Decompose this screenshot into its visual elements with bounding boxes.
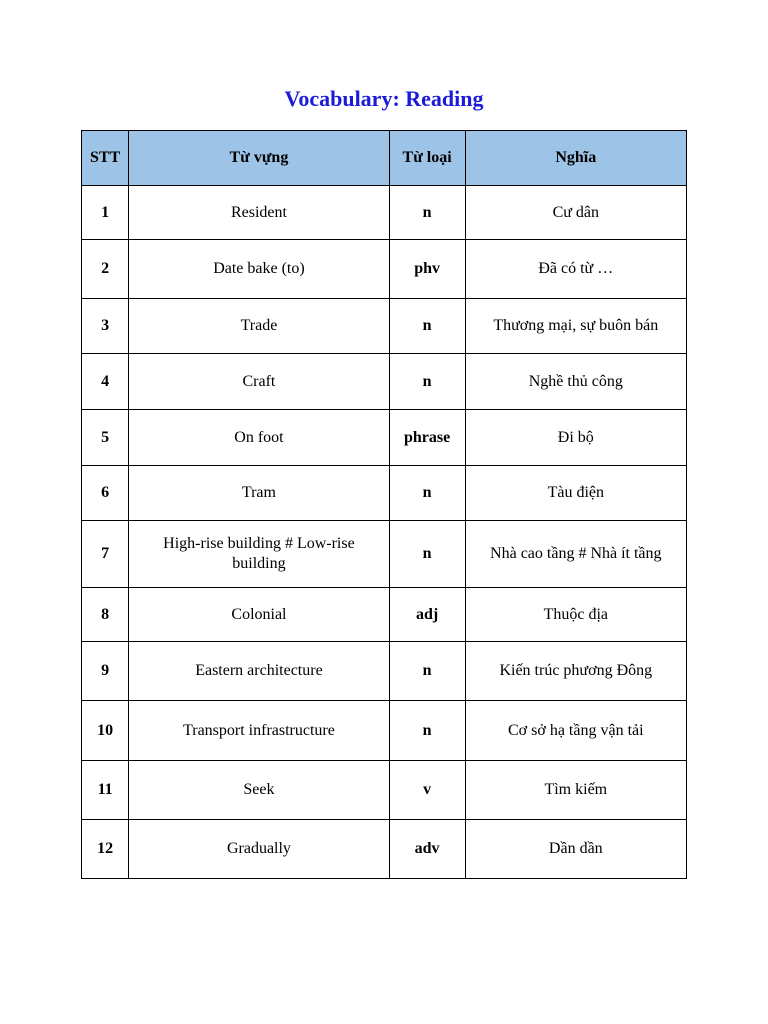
- header-meaning: Nghĩa: [465, 131, 686, 186]
- row-word: Gradually: [129, 820, 389, 879]
- row-stt: 1: [82, 186, 129, 240]
- row-stt: 6: [82, 466, 129, 521]
- table-row: [82, 820, 687, 879]
- row-meaning: Dần dần: [465, 820, 686, 879]
- row-word: Resident: [129, 186, 389, 240]
- row-word: High-rise building # Low-rise building: [129, 521, 389, 588]
- row-meaning: Tàu điện: [465, 466, 686, 521]
- row-type: n: [389, 466, 465, 521]
- row-stt: 11: [82, 761, 129, 820]
- row-type: adv: [389, 820, 465, 879]
- row-type: n: [389, 354, 465, 410]
- row-word: Date bake (to): [129, 240, 389, 299]
- row-stt: 7: [82, 521, 129, 588]
- table-row: [82, 588, 687, 642]
- row-word: On foot: [129, 410, 389, 466]
- row-meaning: Nhà cao tầng # Nhà ít tầng: [465, 521, 686, 588]
- row-type: phrase: [389, 410, 465, 466]
- row-word: Trade: [129, 299, 389, 354]
- table-row: [82, 186, 687, 240]
- row-type: n: [389, 642, 465, 701]
- row-word: Craft: [129, 354, 389, 410]
- row-type: phv: [389, 240, 465, 299]
- row-stt: 2: [82, 240, 129, 299]
- row-type: v: [389, 761, 465, 820]
- table-row: [82, 240, 687, 299]
- page-title: Vocabulary: Reading: [284, 86, 484, 111]
- vocabulary-table: [81, 130, 687, 879]
- row-stt: 10: [82, 701, 129, 761]
- row-meaning: Đi bộ: [465, 410, 686, 466]
- table-row: [82, 354, 687, 410]
- row-word: Tram: [129, 466, 389, 521]
- row-word: Seek: [129, 761, 389, 820]
- row-word: Transport infrastructure: [129, 701, 389, 761]
- header-type: Từ loại: [389, 131, 465, 186]
- row-stt: 12: [82, 820, 129, 879]
- row-stt: 4: [82, 354, 129, 410]
- row-meaning: Đã có từ …: [465, 240, 686, 299]
- row-stt: 9: [82, 642, 129, 701]
- row-meaning: Kiến trúc phương Đông: [465, 642, 686, 701]
- row-type: n: [389, 521, 465, 588]
- table-row: [82, 299, 687, 354]
- row-meaning: Thuộc địa: [465, 588, 686, 642]
- table-row: [82, 466, 687, 521]
- row-word: Eastern architecture: [129, 642, 389, 701]
- row-meaning: Cơ sở hạ tầng vận tải: [465, 701, 686, 761]
- row-stt: 5: [82, 410, 129, 466]
- row-meaning: Cư dân: [465, 186, 686, 240]
- table-row: [82, 521, 687, 588]
- table-row: [82, 642, 687, 701]
- row-type: n: [389, 299, 465, 354]
- table-row: [82, 701, 687, 761]
- row-stt: 3: [82, 299, 129, 354]
- row-type: n: [389, 701, 465, 761]
- row-meaning: Tìm kiếm: [465, 761, 686, 820]
- row-meaning: Thương mại, sự buôn bán: [465, 299, 686, 354]
- row-type: adj: [389, 588, 465, 642]
- row-stt: 8: [82, 588, 129, 642]
- header-stt: STT: [82, 131, 129, 186]
- table-header-row: [82, 131, 687, 186]
- header-word: Từ vựng: [129, 131, 389, 186]
- row-meaning: Nghề thủ công: [465, 354, 686, 410]
- row-type: n: [389, 186, 465, 240]
- table-row: [82, 761, 687, 820]
- row-word: Colonial: [129, 588, 389, 642]
- table-row: [82, 410, 687, 466]
